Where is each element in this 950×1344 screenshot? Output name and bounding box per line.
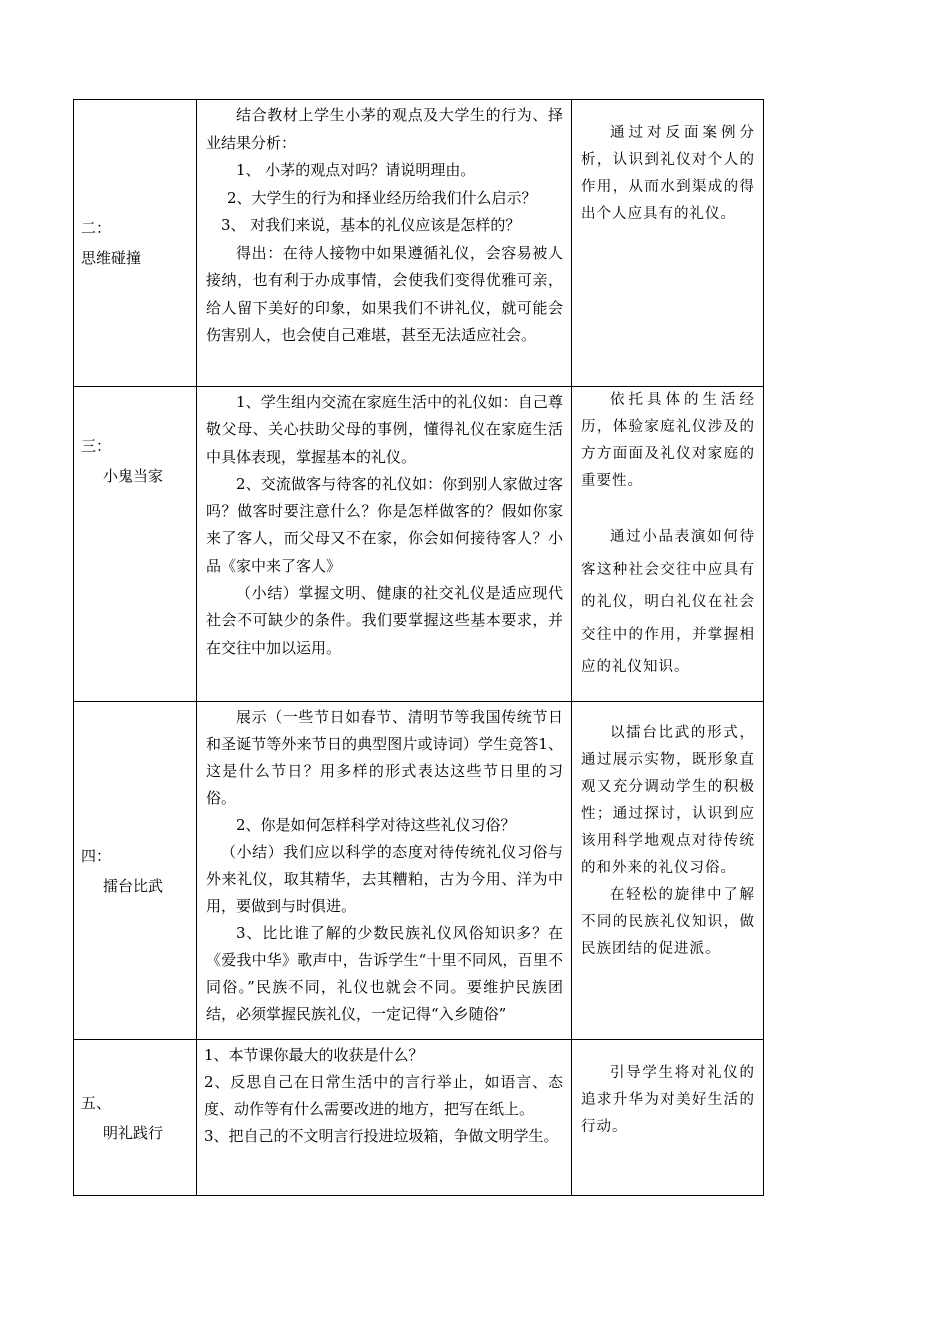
activity-cell [197,100,572,387]
activity-paragraph: 结合教材上学生小茅的观点及大学生的行为、择业结果分析： [206,106,563,152]
activity-paragraph: 3、 对我们来说，基本的礼仪应该是怎样的？ [221,216,521,234]
stage-cell [74,387,197,702]
activity-paragraph: 3、把自己的不文明言行投进垃圾箱，争做文明学生。 [204,1127,559,1145]
activity-cell [197,387,572,702]
activity-paragraph: 1、 小茅的观点对吗？请说明理由。 [236,161,476,179]
design-intent-cell [572,702,764,1040]
activity-paragraph: 展示（一些节日如春节、清明节等我国传统节日和圣诞节等外来节日的典型图片或诗词）学生竞答1、这是什么节日？用多样的形式表达这些节日里的习俗。 [206,708,563,807]
stage-number: 四： [81,846,112,865]
stage-title: 思维碰撞 [81,249,142,267]
activity-paragraph: 2、交流做客与待客的礼仪如：你到别人家做过客吗？做客时要注意什么？你是怎样做客的？假如你家来了客人，而父母又不在家，你会如何接待客人？小品《家中来了客人》 [206,474,563,575]
intent-paragraph: 通过对反面案例分析，认识到礼仪对个人的作用，从而水到渠成的得出个人应具有的礼仪。 [581,125,755,222]
table-row [74,1040,764,1196]
activity-paragraph: （小结）我们应以科学的态度对待传统礼仪习俗与外来礼仪，取其精华，去其糟粕，古为今用、洋为中用，要做到与时俱进。 [206,843,563,915]
activity-cell [197,1040,572,1196]
design-intent-cell [572,100,764,387]
stage-title: 明礼践行 [103,1123,164,1142]
intent-paragraph: 通过小品表演如何待客这种社会交往中应具有的礼仪，明白礼仪在社会交往中的作用，并掌握相应的礼仪知识。 [581,529,755,675]
stage-number: 三： [81,437,112,455]
activity-cell [197,702,572,1040]
design-intent-cell [572,387,764,702]
activity-paragraph: 1、学生组内交流在家庭生活中的礼仪如：自己尊敬父母、关心扶助父母的事例，懂得礼仪在家庭生活中具体表现，掌握基本的礼仪。 [206,393,563,466]
activity-paragraph: 3、比比谁了解的少数民族礼仪风俗知识多？在《爱我中华》歌声中，告诉学生“十里不同风，百里不同俗。”民族不同，礼仪也就会不同。要维护民族团结，必须掌握民族礼仪，一定记得“入乡随俗” [206,924,563,1023]
activity-paragraph: 2、大学生的行为和择业经历给我们什么启示？ [227,188,537,207]
stage-cell [74,1040,197,1196]
activity-paragraph: 1、本节课你最大的收获是什么？ [204,1046,424,1064]
activity-paragraph: 2、反思自己在日常生活中的言行举止，如语言、态度、动作等有什么需要改进的地方，把写在纸上。 [204,1073,563,1118]
table-row [74,100,764,387]
activity-paragraph: 2、你是如何怎样科学对待这些礼仪习俗？ [236,816,516,834]
stage-number: 二： [81,219,112,237]
table-row [74,387,764,702]
stage-cell [74,702,197,1040]
stage-title: 擂台比武 [103,876,164,895]
intent-paragraph: 依托具体的生活经历，体验家庭礼仪涉及的方方面面及礼仪对家庭的重要性。 [581,392,755,489]
activity-paragraph: （小结）掌握文明、健康的社交礼仪是适应现代社会不可缺少的条件。我们要掌握这些基本要求，并在交往中加以运用。 [206,584,563,657]
stage-title: 小鬼当家 [103,467,164,485]
intent-paragraph: 以擂台比武的形式，通过展示实物，既形象直观又充分调动学生的积极性；通过探讨，认识到应该用科学地观点对待传统的和外来的礼仪习俗。 [581,725,755,876]
stage-cell [74,100,197,387]
lesson-plan-table [73,99,764,1196]
stage-number: 五、 [81,1093,112,1112]
activity-paragraph: 得出：在待人接物中如果遵循礼仪，会容易被人接纳，也有利于办成事情，会使我们变得优雅可亲，给人留下美好的印象，如果我们不讲礼仪，就可能会伤害别人，也会使自己难堪，甚至无法适应社会。 [206,243,563,344]
design-intent-cell [572,1040,764,1196]
table-row [74,702,764,1040]
intent-paragraph: 在轻松的旋律中了解不同的民族礼仪知识，做民族团结的促进派。 [581,887,755,957]
intent-paragraph: 引导学生将对礼仪的追求升华为对美好生活的行动。 [581,1065,755,1135]
